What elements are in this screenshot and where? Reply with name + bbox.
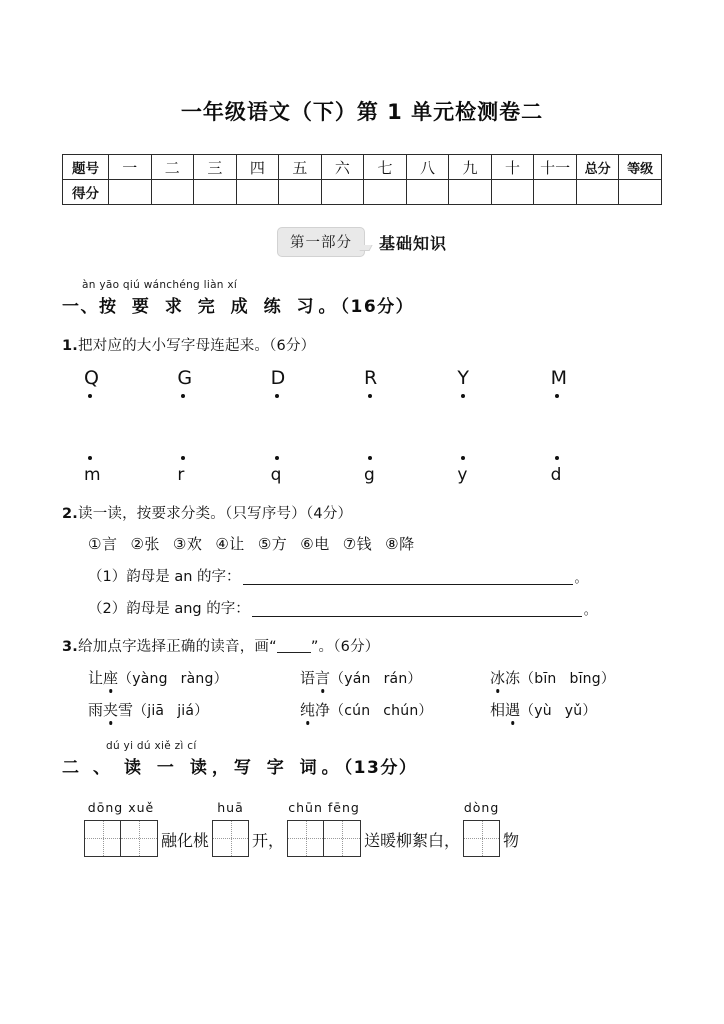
- pronunciation-row-2: [62, 699, 662, 720]
- section-2-title-score: （13分）: [343, 757, 418, 778]
- character-option-4: ④让: [215, 534, 245, 553]
- section-2-title-main: 读 一 读，写 字 词。: [124, 757, 344, 778]
- blank-label-ang: （2）韵母是 ang 的字：: [88, 600, 250, 617]
- col-header-3: 三: [194, 155, 237, 180]
- question-2-stem: [62, 502, 662, 523]
- page-title: 一年级语文（下）第 1 单元检测卷二: [180, 100, 544, 124]
- dotted-character: 言: [315, 668, 331, 687]
- connect-dot[interactable]: [275, 394, 279, 398]
- tianzige-box[interactable]: [212, 820, 249, 857]
- tianzige-box[interactable]: [463, 820, 500, 857]
- score-cell-9[interactable]: [449, 180, 492, 205]
- score-cell-7[interactable]: [364, 180, 407, 205]
- col-header-4: 四: [236, 155, 279, 180]
- question-3: [62, 635, 662, 720]
- question-2: [62, 502, 662, 618]
- dotted-character: 冰: [490, 668, 506, 687]
- lowercase-letter-6: d: [550, 464, 562, 485]
- pronunciation-item[interactable]: [490, 699, 597, 720]
- lowercase-letter-1: m: [84, 464, 101, 485]
- word-prefix: 雨: [88, 700, 104, 719]
- uppercase-letter-4: R: [363, 367, 378, 389]
- question-1-text: 把对应的大小写字母连起来。（6分）: [78, 338, 316, 354]
- uppercase-letter-item[interactable]: [551, 369, 644, 398]
- character-option-3: ③欢: [172, 534, 203, 553]
- connect-dot[interactable]: [368, 394, 372, 398]
- pronunciation-item[interactable]: [300, 699, 490, 720]
- pronunciation-item[interactable]: [300, 667, 490, 688]
- connect-dot[interactable]: [368, 456, 372, 460]
- tianzige-set: [84, 820, 158, 857]
- connect-dot[interactable]: [88, 394, 92, 398]
- pinyin-option-2[interactable]: jiá: [177, 702, 195, 719]
- blank-period: 。: [583, 602, 597, 618]
- score-cell-4[interactable]: [236, 180, 279, 205]
- pinyin-option-2[interactable]: ràng: [180, 670, 214, 687]
- section-1-title-main: 按 要 求 完 成 练 习。: [99, 297, 341, 317]
- word-suffix: 冻: [505, 668, 521, 687]
- character-option-1: ①言: [88, 534, 118, 553]
- tianzige-set: [287, 820, 361, 857]
- pinyin-option-2[interactable]: bīng: [569, 670, 601, 687]
- score-cell-1[interactable]: [109, 180, 152, 205]
- question-3-number: 3.: [62, 638, 78, 655]
- writing-pinyin-dongxue: dōng xuě: [87, 799, 155, 815]
- answer-blank-row: [62, 597, 662, 618]
- pinyin-options[interactable]: （yán rán）: [330, 670, 422, 687]
- character-option-5: ⑤方: [257, 534, 288, 553]
- writing-text-after-1: 融化桃: [161, 830, 210, 850]
- score-cell-8[interactable]: [406, 180, 449, 205]
- writing-pinyin-dong: dòng: [463, 799, 500, 815]
- writing-text-after-4: 物: [503, 830, 520, 850]
- col-header-grade: 等级: [619, 155, 662, 180]
- lowercase-letter-2: r: [177, 464, 185, 485]
- writing-group-dongxue: [84, 800, 158, 857]
- pinyin-option-1[interactable]: bīn: [534, 670, 557, 687]
- section-1-title: [62, 292, 662, 317]
- dotted-character: 纯: [300, 700, 316, 719]
- question-1-number: 1.: [62, 338, 78, 354]
- part-name: 基础知识: [378, 233, 447, 253]
- writing-text-after-2: 开，: [252, 830, 285, 850]
- uppercase-letter-3: D: [270, 367, 286, 389]
- word-prefix: 相: [490, 700, 506, 719]
- writing-pinyin-chunfeng: chūn fēng: [288, 799, 360, 815]
- score-table: [62, 154, 662, 205]
- lowercase-letter-item[interactable]: [364, 456, 457, 485]
- character-option-7: ⑦钱: [342, 534, 373, 553]
- lowercase-letter-4: g: [363, 464, 375, 485]
- connect-dot[interactable]: [275, 456, 279, 460]
- lowercase-letter-item[interactable]: [84, 456, 177, 485]
- score-cell-grade[interactable]: [619, 180, 662, 205]
- uppercase-letter-item[interactable]: [364, 369, 457, 398]
- question-2-text: 读一读，按要求分类。（只写序号）（4分）: [78, 505, 353, 522]
- lowercase-letter-3: q: [270, 464, 282, 485]
- section-1-pinyin: àn yāo qiú wánchéng liàn xí: [82, 279, 238, 291]
- lowercase-letter-item[interactable]: [457, 456, 550, 485]
- connect-dot[interactable]: [88, 456, 92, 460]
- uppercase-letter-row: [62, 369, 662, 398]
- connect-dot[interactable]: [555, 394, 559, 398]
- connect-dot[interactable]: [181, 456, 185, 460]
- pinyin-option-1[interactable]: jiā: [147, 702, 165, 719]
- row-label-question: 题号: [63, 155, 109, 180]
- lowercase-letter-item[interactable]: [551, 456, 644, 485]
- score-cell-total[interactable]: [576, 180, 619, 205]
- col-header-5: 五: [279, 155, 322, 180]
- writing-group-chunfeng: [287, 800, 361, 857]
- question-3-text-before: 给加点字选择正确的读音，画“: [78, 638, 277, 655]
- col-header-total: 总分: [576, 155, 619, 180]
- pinyin-option-1[interactable]: yàng: [132, 670, 168, 687]
- word-suffix: 雪: [118, 700, 134, 719]
- word-prefix: 让: [88, 668, 104, 687]
- tianzige-box[interactable]: [287, 820, 324, 857]
- word-prefix: 语: [300, 668, 316, 687]
- pinyin-options[interactable]: （bīn bīng）: [520, 670, 616, 687]
- col-header-6: 六: [321, 155, 364, 180]
- tianzige-set: [212, 820, 249, 857]
- underline-placeholder: [277, 652, 311, 653]
- question-1-stem: [62, 334, 662, 355]
- character-option-8: ⑧降: [385, 534, 415, 553]
- pinyin-option-1[interactable]: yù: [534, 702, 552, 719]
- score-table-wrapper: [62, 154, 662, 205]
- pronunciation-item[interactable]: [88, 699, 300, 720]
- writing-pinyin-hua: huā: [217, 799, 244, 815]
- dotted-character: 遇: [505, 700, 521, 719]
- tianzige-set: [463, 820, 500, 857]
- section-1-title-score: （16分）: [340, 297, 415, 317]
- uppercase-letter-item[interactable]: [271, 369, 364, 398]
- part-badge: 第一部分: [277, 227, 365, 257]
- col-header-10: 十: [491, 155, 534, 180]
- score-cell-5[interactable]: [279, 180, 322, 205]
- pinyin-options[interactable]: （yù yǔ）: [520, 702, 597, 719]
- score-cell-3[interactable]: [194, 180, 237, 205]
- writing-text-after-3: 送暖柳絮白，: [364, 830, 461, 850]
- section-2-title: [62, 753, 662, 778]
- section-2-title-prefix: 二、: [62, 757, 124, 778]
- section-1-title-prefix: 一、: [62, 297, 99, 317]
- blank-input-an[interactable]: [243, 570, 573, 585]
- col-header-7: 七: [364, 155, 407, 180]
- pinyin-options[interactable]: （yàng ràng）: [118, 670, 228, 687]
- question-1: [62, 334, 662, 485]
- col-header-8: 八: [406, 155, 449, 180]
- writing-group-hua: [212, 800, 249, 857]
- pronunciation-item[interactable]: [88, 667, 300, 688]
- uppercase-letter-item[interactable]: [84, 369, 177, 398]
- row-label-score: 得分: [63, 180, 109, 205]
- uppercase-letter-5: Y: [457, 367, 469, 389]
- connect-dot[interactable]: [181, 394, 185, 398]
- pinyin-options[interactable]: （cún chún）: [330, 702, 433, 719]
- uppercase-letter-6: M: [550, 367, 568, 389]
- section-2-pinyin: dú yi dú xiě zì cí: [106, 739, 197, 752]
- col-header-1: 一: [109, 155, 152, 180]
- writing-group-dong: [463, 800, 500, 857]
- uppercase-letter-item[interactable]: [177, 369, 270, 398]
- blank-period: 。: [574, 570, 588, 586]
- section-2-heading: [62, 740, 662, 778]
- character-option-6: ⑥电: [300, 534, 330, 553]
- character-option-list: [62, 533, 662, 554]
- question-2-number: 2.: [62, 505, 78, 522]
- col-header-11: 十一: [534, 155, 577, 180]
- connect-dot[interactable]: [461, 394, 465, 398]
- pinyin-option-2[interactable]: rán: [383, 670, 408, 687]
- blank-input-ang[interactable]: [252, 602, 582, 617]
- score-cell-6[interactable]: [321, 180, 364, 205]
- score-cell-10[interactable]: [491, 180, 534, 205]
- pinyin-option-2[interactable]: yǔ: [564, 702, 583, 719]
- score-cell-2[interactable]: [151, 180, 194, 205]
- word-suffix: 净: [315, 700, 331, 719]
- pronunciation-item[interactable]: [490, 667, 615, 688]
- pinyin-option-1[interactable]: cún: [344, 702, 371, 719]
- lowercase-letter-5: y: [457, 464, 468, 485]
- uppercase-letter-1: Q: [84, 367, 99, 389]
- pinyin-option-2[interactable]: chún: [383, 702, 419, 719]
- question-3-text-after: ”。（6分）: [310, 638, 380, 655]
- table-row-question-numbers: [63, 155, 662, 180]
- writing-exercise-row: [62, 800, 662, 857]
- col-header-2: 二: [151, 155, 194, 180]
- dotted-character: 夹: [103, 700, 119, 719]
- uppercase-letter-2: G: [177, 367, 193, 389]
- part-header: [62, 227, 662, 257]
- uppercase-letter-item[interactable]: [457, 369, 550, 398]
- table-row-scores: [63, 180, 662, 205]
- blank-label-an: （1）韵母是 an 的字：: [88, 568, 241, 585]
- pinyin-option-1[interactable]: yán: [344, 670, 371, 687]
- connect-dot[interactable]: [461, 456, 465, 460]
- section-1-heading: [62, 279, 662, 317]
- tianzige-box[interactable]: [324, 820, 361, 857]
- lowercase-letter-item[interactable]: [271, 456, 364, 485]
- character-option-2: ②张: [130, 534, 160, 553]
- pronunciation-row-1: [62, 667, 662, 688]
- lowercase-letter-item[interactable]: [177, 456, 270, 485]
- lowercase-letter-row: [62, 456, 662, 485]
- answer-blank-row: [62, 565, 662, 586]
- connect-dot[interactable]: [555, 456, 559, 460]
- tianzige-box[interactable]: [84, 820, 121, 857]
- dotted-character: 座: [103, 668, 119, 687]
- pinyin-options[interactable]: （jiā jiá）: [133, 702, 209, 719]
- score-cell-11[interactable]: [534, 180, 577, 205]
- question-3-stem: [62, 635, 662, 656]
- col-header-9: 九: [449, 155, 492, 180]
- tianzige-box[interactable]: [121, 820, 158, 857]
